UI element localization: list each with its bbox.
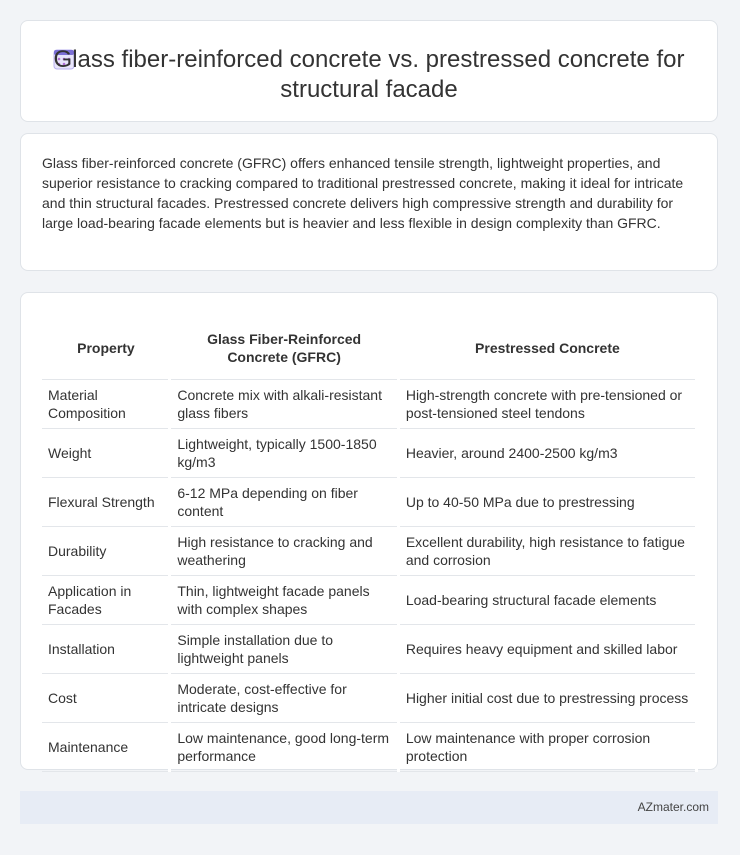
footer-bar bbox=[20, 791, 718, 824]
row-prestressed-value: Excellent durability, high resistance to fatigue and corrosion bbox=[398, 527, 696, 576]
table-header-row bbox=[42, 317, 697, 380]
comparison-table bbox=[42, 317, 698, 772]
row-gfrc-value: Lightweight, typically 1500-1850 kg/m3 bbox=[170, 429, 398, 478]
table-row bbox=[42, 429, 697, 478]
row-property: Durability bbox=[42, 527, 170, 576]
row-property: Weight bbox=[42, 429, 170, 478]
title-card bbox=[20, 20, 718, 122]
row-gfrc-value: Concrete mix with alkali-resistant glass fibers bbox=[170, 380, 398, 429]
row-prestressed-value: Load-bearing structural facade elements bbox=[398, 576, 696, 625]
row-property: Flexural Strength bbox=[42, 478, 170, 527]
page-title: Glass fiber-reinforced concrete vs. prestressed concrete for structural facade bbox=[53, 46, 685, 103]
row-gfrc-value: 6-12 MPa depending on fiber content bbox=[170, 478, 398, 527]
table-row bbox=[42, 478, 697, 527]
row-prestressed-value: Higher initial cost due to prestressing process bbox=[398, 674, 696, 723]
row-prestressed-value: Low maintenance with proper corrosion protection bbox=[398, 723, 696, 772]
comparison-table-card bbox=[20, 292, 718, 770]
row-property: Cost bbox=[42, 674, 170, 723]
row-gfrc-value: Low maintenance, good long-term performance bbox=[170, 723, 398, 772]
row-gfrc-value: Simple installation due to lightweight panels bbox=[170, 625, 398, 674]
table-row bbox=[42, 576, 697, 625]
row-gfrc-value: Moderate, cost-effective for intricate designs bbox=[170, 674, 398, 723]
row-prestressed-value: Heavier, around 2400-2500 kg/m3 bbox=[398, 429, 696, 478]
row-gfrc-value: Thin, lightweight facade panels with complex shapes bbox=[170, 576, 398, 625]
row-property: Maintenance bbox=[42, 723, 170, 772]
table-row bbox=[42, 625, 697, 674]
footer-brand[interactable]: AZmater.com bbox=[637, 800, 709, 814]
row-property: Material Composition bbox=[42, 380, 170, 429]
row-property: Installation bbox=[42, 625, 170, 674]
column-header-prestressed: Prestressed Concrete bbox=[475, 340, 620, 356]
row-prestressed-value: Requires heavy equipment and skilled labor bbox=[398, 625, 696, 674]
column-header-property: Property bbox=[77, 340, 135, 356]
table-row bbox=[42, 380, 697, 429]
table-row bbox=[42, 527, 697, 576]
row-property: Application in Facades bbox=[42, 576, 170, 625]
column-header-gfrc: Glass Fiber-Reinforced Concrete (GFRC) bbox=[207, 331, 362, 365]
summary-card bbox=[20, 133, 718, 271]
table-row bbox=[42, 674, 697, 723]
row-gfrc-value: High resistance to cracking and weathering bbox=[170, 527, 398, 576]
summary-text: Glass fiber-reinforced concrete (GFRC) offers enhanced tensile strength, lightweight properties, and superior resistance to cracking compared to traditional prestressed concrete, making it ideal for intricate and thin structural facades. Prestressed concrete delivers high compressive strength and durability for large load-bearing facade elements but is heavier and less flexible in design complexity than GFRC. bbox=[42, 155, 684, 231]
row-prestressed-value: Up to 40-50 MPa due to prestressing bbox=[398, 478, 696, 527]
row-prestressed-value: High-strength concrete with pre-tensioned or post-tensioned steel tendons bbox=[398, 380, 696, 429]
table-row bbox=[42, 723, 697, 772]
